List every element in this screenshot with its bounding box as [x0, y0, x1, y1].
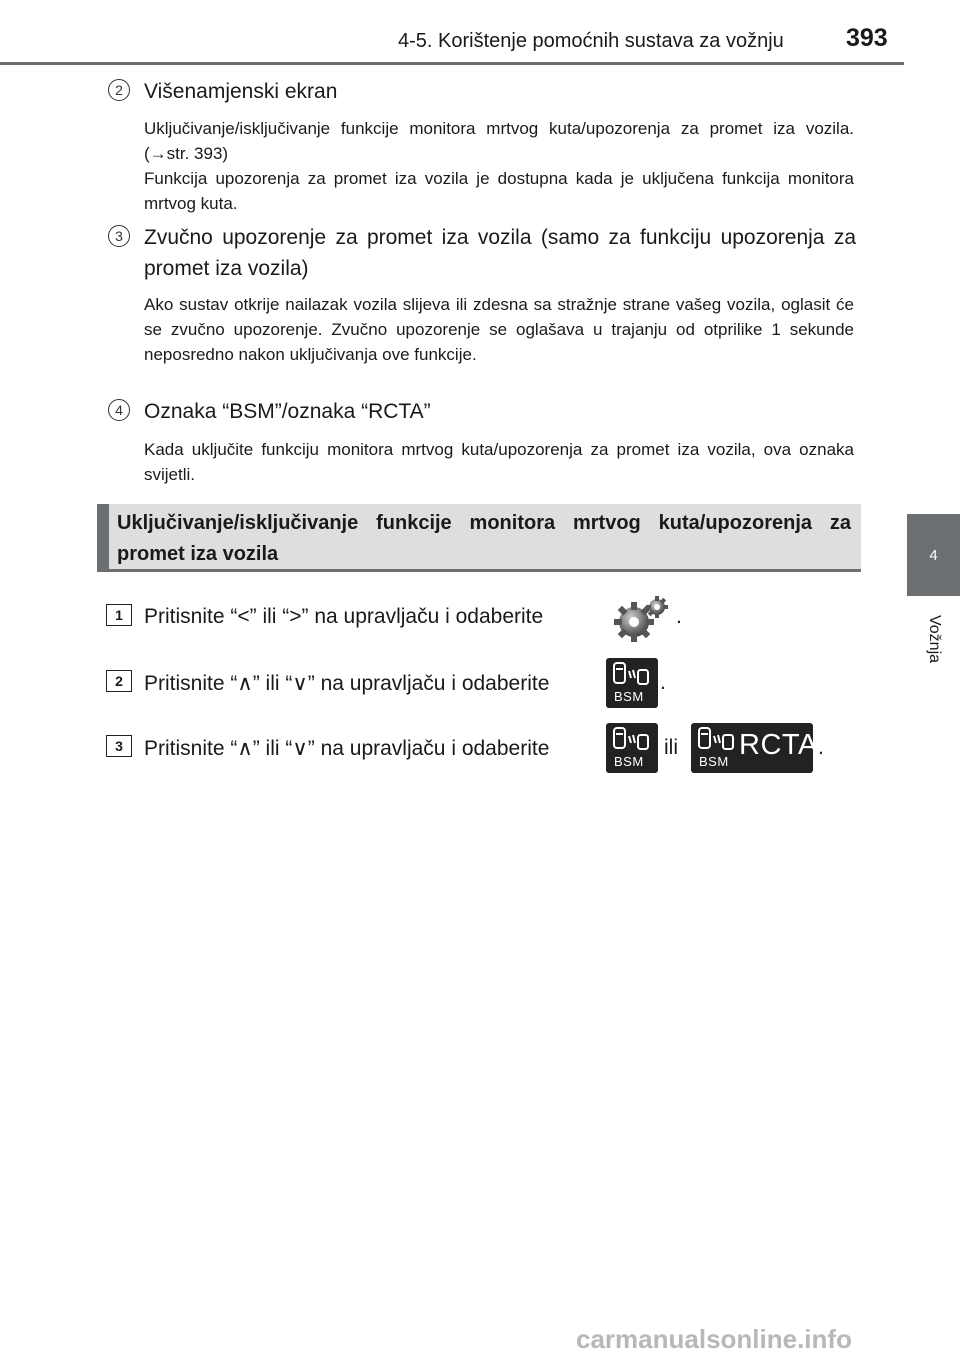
bsm-label: BSM	[614, 689, 644, 704]
bsm-label: BSM	[699, 754, 729, 769]
bsm-label: BSM	[614, 754, 644, 769]
chapter-tab	[907, 514, 960, 596]
item-number-circle: 2	[108, 79, 130, 101]
chapter-label	[908, 604, 960, 674]
banner-accent-bar	[97, 504, 109, 569]
step-text: Pritisnite “<” ili “>” na upravljaču i odaberite	[144, 605, 544, 628]
step-number-box: 1	[106, 604, 132, 626]
step-number-box: 2	[106, 670, 132, 692]
bsm-rcta-icon	[691, 723, 818, 773]
step-end-period: .	[818, 736, 824, 759]
header-rule	[0, 62, 904, 65]
chapter-label-text: Vožnja	[926, 614, 943, 664]
settings-gears-icon	[612, 594, 670, 642]
item-paragraph: Funkcija upozorenja za promet iza vozila je dostupna kada je uključena funkcija monitora mrtvog kuta.	[144, 169, 854, 213]
bsm-icon	[606, 723, 658, 773]
bsm-icon	[606, 658, 658, 708]
item-heading: Višenamjenski ekran	[144, 80, 338, 103]
item-paragraph: Ako sustav otkrije nailazak vozila slijeva ili zdesna sa stražnje strane vašeg vozila, oglasit će se zvučno upozorenje. Zvučno upozorenje se oglašava u trajanju od otprilike 1 sekunde neposredno nakon uključivanja ove funkcije.	[144, 295, 854, 364]
item-number-circle: 3	[108, 225, 130, 247]
item-paragraph: Uključivanje/isključivanje funkcije monitora mrtvog kuta/upozorenja za promet iza vozila. (→str. 393)	[144, 119, 854, 163]
item-number-circle: 4	[108, 399, 130, 421]
section-banner	[97, 504, 861, 572]
watermark: carmanualsonline.info	[576, 1324, 852, 1354]
step-text: Pritisnite “∧” ili “∨” na upravljaču i odaberite	[144, 672, 550, 695]
step-end-period: .	[660, 671, 666, 694]
rcta-label: RCTA	[739, 729, 818, 761]
item-paragraph: Kada uključite funkciju monitora mrtvog kuta/upozorenja za promet iza vozila, ova oznaka svijetli.	[144, 440, 854, 484]
page-number: 393	[846, 24, 888, 52]
step-text: Pritisnite “∧” ili “∨” na upravljaču i odaberite	[144, 737, 550, 760]
chapter-number: 4	[929, 546, 938, 564]
step-or-text: ili	[664, 736, 678, 759]
item-heading: Zvučno upozorenje za promet iza vozila (samo za funkciju upozorenja za promet iza vozila)	[144, 226, 856, 280]
header-title: 4-5. Korištenje pomoćnih sustava za vožnju	[398, 30, 784, 52]
step-number-box: 3	[106, 735, 132, 757]
step-end-period: .	[676, 605, 682, 628]
item-heading: Oznaka “BSM”/oznaka “RCTA”	[144, 400, 431, 423]
section-title: Uključivanje/isključivanje funkcije monitora mrtvog kuta/upozorenja za promet iza vozila	[117, 512, 851, 565]
